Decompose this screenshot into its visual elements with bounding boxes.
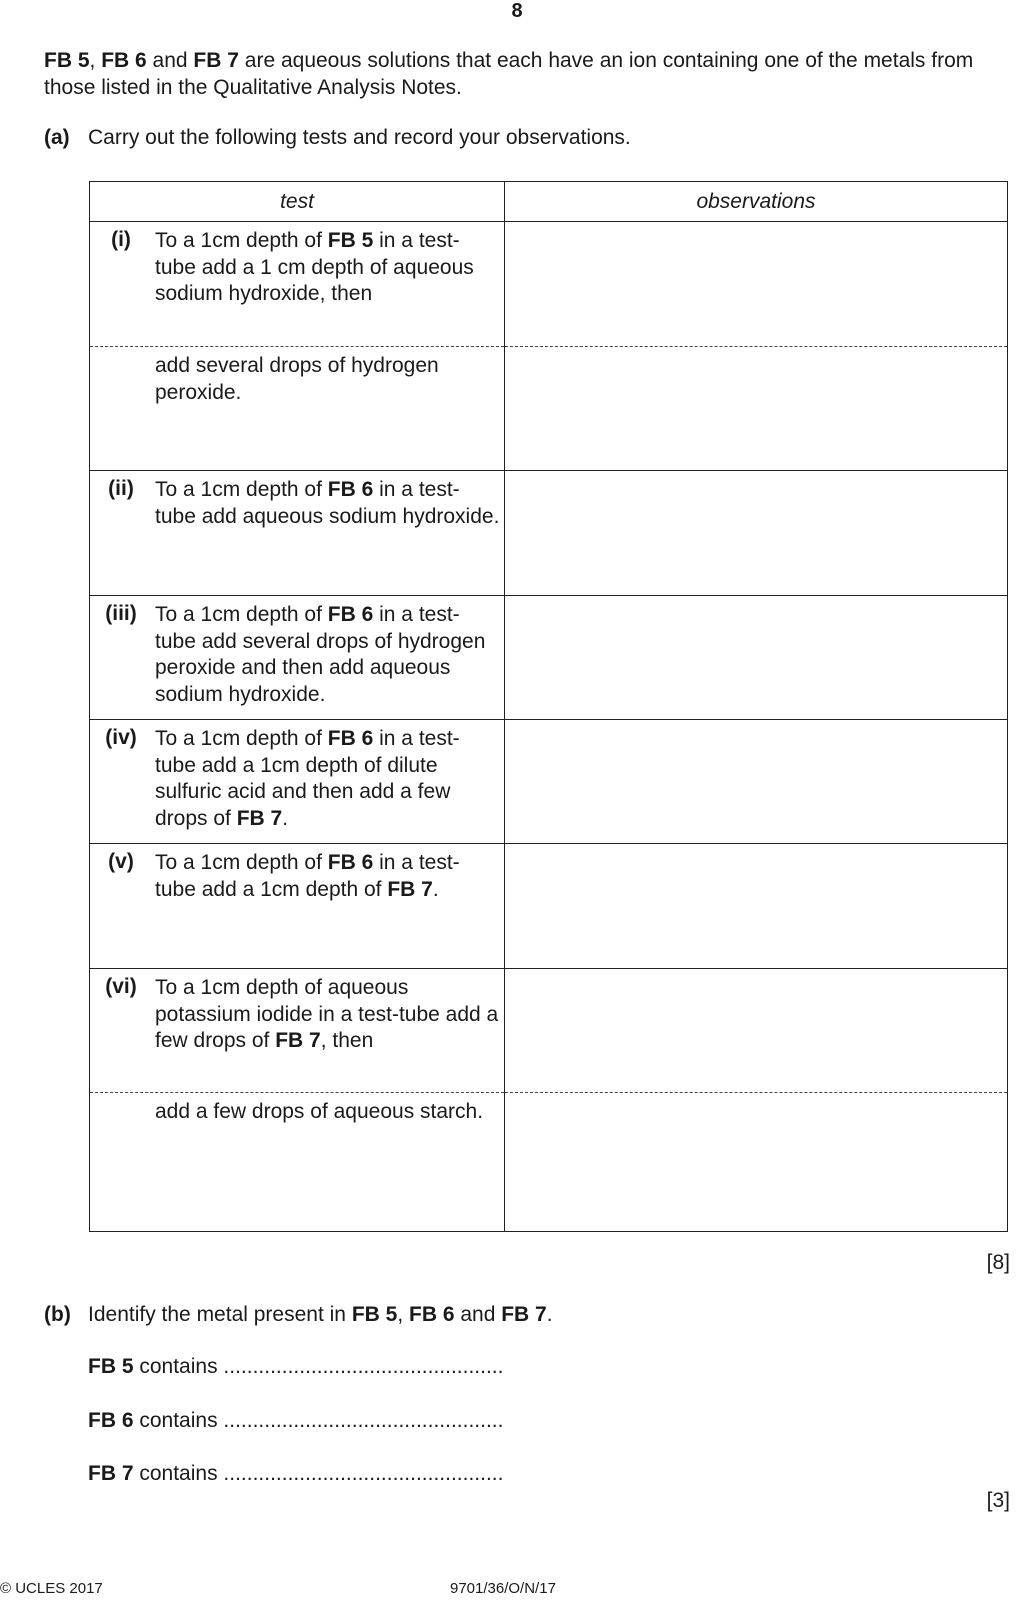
intro-rest: are aqueous solutions that each have an ion containing one of the metals from those listed in the Qualitative Analysis Notes. [44,49,974,99]
test-description: To a 1cm depth of aqueous potassium iodide in a test-tube add a few drops of FB 7, then [155,976,499,1052]
table-row [90,1093,1008,1232]
table-row [90,222,1008,347]
answer-line-fb6[interactable]: FB 6 contains ................................................ [88,1409,504,1432]
header-test: test [90,182,505,222]
footer-copyright: © UCLES 2017 [0,1580,103,1597]
part-b-instruction: Identify the metal present in FB 5, FB 6 and FB 7. [88,1303,553,1326]
observation-answer-cell[interactable] [505,222,1008,347]
test-description: add several drops of hydrogen peroxide. [155,354,439,404]
row-number: (iv) [105,726,137,749]
row-number: (vi) [105,975,137,998]
table-header-row [90,182,1008,222]
observation-answer-cell[interactable] [505,471,1008,596]
page-number: 8 [511,0,523,22]
test-cell [90,720,505,844]
test-description: To a 1cm depth of FB 6 in a test-tube add several drops of hydrogen peroxide and then add aqueous sodium hydroxide. [155,603,486,706]
part-b-label: (b) [44,1303,71,1326]
row-number: (v) [108,850,134,873]
table-row [90,844,1008,969]
marks-part-a: [8] [986,1251,1010,1274]
header-observations: observations [505,182,1008,222]
intro-fb6: FB 6 [101,49,147,72]
observation-answer-cell[interactable] [505,969,1008,1093]
test-description: To a 1cm depth of FB 6 in a test-tube add a 1cm depth of FB 7. [155,851,460,901]
test-cell [90,222,505,347]
table-row [90,347,1008,471]
observation-answer-cell[interactable] [505,347,1008,471]
observations-table [89,181,1008,1232]
observation-answer-cell[interactable] [505,1093,1008,1232]
intro-sep2: and [146,49,194,72]
row-number: (ii) [108,477,134,500]
table-row [90,596,1008,720]
test-cell [90,969,505,1093]
intro-fb5: FB 5 [44,49,90,72]
test-description: To a 1cm depth of FB 6 in a test-tube add aqueous sodium hydroxide. [155,478,500,528]
test-cell [90,844,505,969]
row-number: (iii) [105,602,137,625]
row-number: (i) [111,228,131,251]
intro-paragraph [44,47,1019,101]
test-description: add a few drops of aqueous starch. [155,1100,484,1123]
table-row [90,471,1008,596]
part-a-instruction: Carry out the following tests and record your observations. [88,126,631,149]
observation-answer-cell[interactable] [505,596,1008,720]
test-description: To a 1cm depth of FB 6 in a test-tube add a 1cm depth of dilute sulfuric acid and then add a few drops of FB 7. [155,727,460,830]
marks-part-b: [3] [986,1489,1010,1512]
answer-line-fb7[interactable]: FB 7 contains ................................................ [88,1462,504,1485]
test-cell [90,471,505,596]
footer-paper-code: 9701/36/O/N/17 [450,1580,556,1597]
table-row [90,969,1008,1093]
table-row [90,720,1008,844]
test-description: To a 1cm depth of FB 5 in a test-tube add a 1 cm depth of aqueous sodium hydroxide, then [155,229,474,305]
observation-answer-cell[interactable] [505,844,1008,969]
part-a-label: (a) [44,126,70,149]
test-cell [90,596,505,720]
test-cell [90,347,505,471]
answer-line-fb5[interactable]: FB 5 contains ................................................ [88,1355,504,1378]
intro-sep1: , [89,49,102,72]
intro-fb7: FB 7 [193,49,239,72]
test-cell [90,1093,505,1232]
observation-answer-cell[interactable] [505,720,1008,844]
